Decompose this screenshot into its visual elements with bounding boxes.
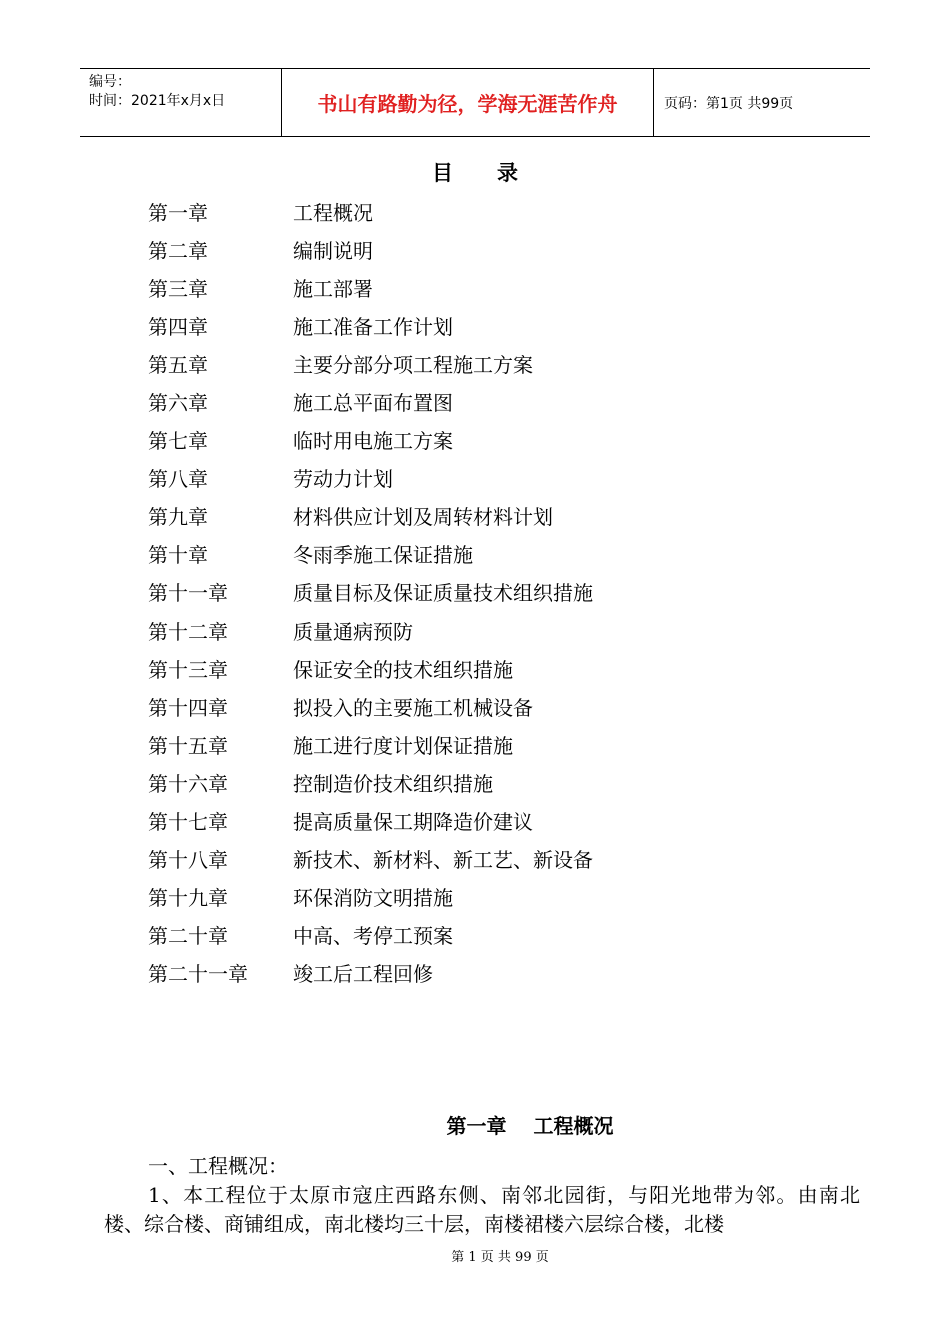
toc-item xyxy=(148,459,593,497)
toc-chapter-name: 环保消防文明措施 xyxy=(293,886,453,911)
toc-item xyxy=(148,763,593,801)
page-header xyxy=(80,68,870,137)
toc-item xyxy=(148,802,593,840)
toc-item xyxy=(148,649,593,687)
toc-chapter-name: 施工总平面布置图 xyxy=(293,391,453,416)
toc-chapter-number: 第十八章 xyxy=(148,848,228,873)
toc-chapter-number: 第十五章 xyxy=(148,733,228,758)
toc-item xyxy=(148,268,593,306)
toc-chapter-number: 第十九章 xyxy=(148,886,228,911)
body-paragraph: 1、本工程位于太原市寇庄西路东侧、南邻北园街，与阳光地带为邻。由南北楼、综合楼、商铺组成，南北楼均三十层，南楼裙楼六层综合楼，北楼 xyxy=(104,1183,860,1236)
toc-title: 目录 xyxy=(432,160,562,185)
toc-item xyxy=(148,306,593,344)
toc-chapter-name: 临时用电施工方案 xyxy=(293,429,453,454)
toc-chapter-name: 质量通病预防 xyxy=(293,619,413,644)
time-label: 时间：2021年x月x日 xyxy=(89,93,226,109)
toc-item xyxy=(148,230,593,268)
header-page-info: 页码：第1页 共99页 xyxy=(664,95,794,112)
toc-chapter-name: 劳动力计划 xyxy=(293,467,393,492)
toc-chapter-number: 第二十章 xyxy=(148,924,228,949)
toc-item xyxy=(148,192,593,230)
toc-chapter-number: 第十七章 xyxy=(148,810,228,835)
table-of-contents xyxy=(148,192,593,992)
toc-chapter-number: 第一章 xyxy=(148,200,208,225)
number-label: 编号： xyxy=(89,74,131,90)
toc-chapter-number: 第十一章 xyxy=(148,581,228,606)
toc-chapter-name: 控制造价技术组织措施 xyxy=(293,771,493,796)
toc-item xyxy=(148,840,593,878)
header-meta xyxy=(80,69,282,136)
toc-item xyxy=(148,573,593,611)
toc-chapter-name: 工程概况 xyxy=(293,200,373,225)
toc-chapter-name: 提高质量保工期降造价建议 xyxy=(293,810,533,835)
toc-item xyxy=(148,916,593,954)
toc-chapter-number: 第八章 xyxy=(148,467,208,492)
toc-chapter-name: 编制说明 xyxy=(293,238,373,263)
toc-item xyxy=(148,382,593,420)
header-motto: 书山有路勤为径，学海无涯苦作舟 xyxy=(282,69,654,136)
toc-item xyxy=(148,725,593,763)
chapter-number: 第一章 xyxy=(446,1114,507,1138)
toc-chapter-name: 施工部署 xyxy=(293,276,373,301)
toc-chapter-name: 新技术、新材料、新工艺、新设备 xyxy=(293,848,593,873)
toc-item xyxy=(148,535,593,573)
toc-chapter-number: 第九章 xyxy=(148,505,208,530)
toc-chapter-name: 主要分部分项工程施工方案 xyxy=(293,352,533,377)
toc-item xyxy=(148,421,593,459)
page-footer: 第 1 页 共 99 页 xyxy=(451,1250,549,1265)
toc-chapter-name: 中高、考停工预案 xyxy=(293,924,453,949)
toc-chapter-number: 第四章 xyxy=(148,314,208,339)
toc-item xyxy=(148,611,593,649)
toc-item xyxy=(148,954,593,992)
toc-chapter-number: 第二章 xyxy=(148,238,208,263)
toc-chapter-name: 质量目标及保证质量技术组织措施 xyxy=(293,581,593,606)
toc-chapter-name: 冬雨季施工保证措施 xyxy=(293,543,473,568)
toc-chapter-number: 第五章 xyxy=(148,352,208,377)
toc-chapter-number: 第七章 xyxy=(148,429,208,454)
toc-chapter-number: 第六章 xyxy=(148,391,208,416)
toc-chapter-name: 保证安全的技术组织措施 xyxy=(293,657,513,682)
toc-chapter-number: 第三章 xyxy=(148,276,208,301)
chapter-heading xyxy=(0,1110,950,1139)
toc-item xyxy=(148,878,593,916)
toc-chapter-name: 施工准备工作计划 xyxy=(293,314,453,339)
toc-chapter-number: 第二十一章 xyxy=(148,962,248,987)
toc-chapter-number: 第十章 xyxy=(148,543,208,568)
toc-item xyxy=(148,687,593,725)
toc-chapter-name: 材料供应计划及周转材料计划 xyxy=(293,505,553,530)
section-subheading: 一、工程概况： xyxy=(148,1154,288,1178)
toc-chapter-number: 第十六章 xyxy=(148,771,228,796)
toc-chapter-number: 第十四章 xyxy=(148,695,228,720)
toc-chapter-name: 施工进行度计划保证措施 xyxy=(293,733,513,758)
toc-chapter-name: 拟投入的主要施工机械设备 xyxy=(293,695,533,720)
toc-item xyxy=(148,497,593,535)
toc-chapter-name: 竣工后工程回修 xyxy=(293,962,433,987)
toc-chapter-number: 第十三章 xyxy=(148,657,228,682)
toc-chapter-number: 第十二章 xyxy=(148,619,228,644)
toc-item xyxy=(148,344,593,382)
chapter-title: 工程概况 xyxy=(533,1114,614,1138)
